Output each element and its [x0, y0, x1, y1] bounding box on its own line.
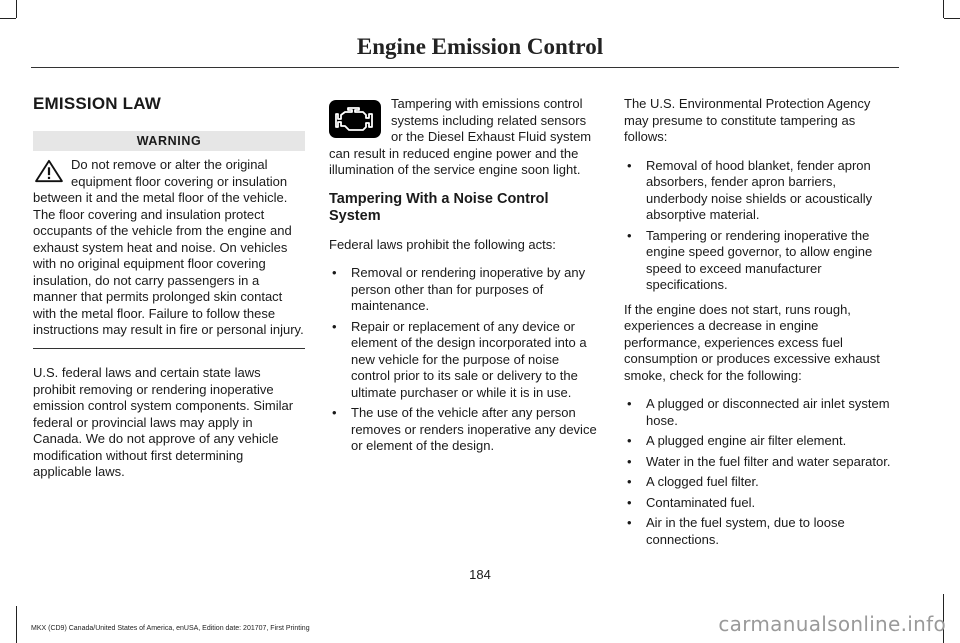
epa-lead: The U.S. Environmental Protection Agency may presume to constitute tampering as follows:: [624, 96, 871, 144]
list-item: • A clogged fuel filter.: [624, 474, 896, 491]
list-item: • A plugged engine air filter element.: [624, 433, 896, 450]
noise-control-heading: Tampering With a Noise Control System: [329, 190, 549, 224]
crop-mark: [16, 0, 17, 18]
page-title: Engine Emission Control: [356, 34, 604, 59]
list-item: • Repair or replacement of any device or element of the design incorporated into a new vehicle for the purpose of noise control prior to its sale or delivery to the ultimate purchaser or while it is in use.: [329, 319, 601, 402]
warning-banner: WARNING: [33, 131, 305, 152]
list-item: • Water in the fuel filter and water separator.: [624, 454, 896, 471]
federal-laws-lead: Federal laws prohibit the following acts:: [329, 236, 556, 252]
crop-mark: [16, 606, 17, 643]
list-item: • Removal of hood blanket, fender apron absorbers, fender apron barriers, underbody noise shields or acoustically absorptive material.: [624, 158, 896, 224]
crop-mark: [944, 18, 960, 19]
engine-check-lead: If the engine does not start, runs rough, experiences a decrease in engine performance, experiences excess fuel consumption or produces excessive exhaust smoke, check for the following:: [624, 301, 880, 383]
warning-block: [33, 157, 305, 339]
list-item: • Air in the fuel system, due to loose connections.: [624, 515, 896, 548]
engine-icon: [329, 100, 381, 138]
federal-laws-list: [329, 265, 601, 455]
list-item: • Removal or rendering inoperative by any person other than for purposes of maintenance.: [329, 265, 601, 315]
warning-text: Do not remove or alter the original equipment floor covering or insulation between it and the metal floor of the vehicle. The floor covering and insulation protect occupants of the vehicle from the engine and exhaust system heat and noise. On vehicles with no original equipment floor covering insulation, do not carry passengers in a manner that permits prolonged skin contact with the metal floor. Failure to follow these instructions may result in fire or personal injury.: [33, 157, 304, 337]
column-3: [624, 96, 896, 556]
section-heading: EMISSION LAW: [33, 94, 162, 113]
list-item: • A plugged or disconnected air inlet system hose.: [624, 396, 896, 429]
column-2: [329, 96, 601, 463]
check-engine-icon: [335, 105, 375, 133]
emission-law-paragraph: U.S. federal laws and certain state laws prohibit removing or rendering inoperative emission control system components. Similar federal or provincial laws may apply in Canada. We do not approve of any vehicle modification without first determining applicable laws.: [33, 365, 294, 479]
epa-tampering-list: [624, 158, 896, 294]
page-number: 184: [469, 567, 491, 582]
column-1: [33, 96, 305, 493]
header-divider: [31, 67, 899, 68]
list-item: • The use of the vehicle after any person removes or renders inoperative any device or element of the design.: [329, 405, 601, 455]
tampering-intro: Tampering with emissions control systems including related sensors or the Diesel Exhaust Fluid system can result in reduced engine power and the illumination of the service engine soon light.: [329, 96, 592, 177]
engine-check-list: [624, 396, 896, 548]
crop-mark: [943, 0, 944, 18]
warning-triangle-icon: [33, 159, 65, 183]
edition-footer: MKX (CD9) Canada/United States of America, enUSA, Edition date: 201707, First Printing: [31, 625, 310, 632]
crop-mark: [0, 18, 16, 19]
list-item: • Tampering or rendering inoperative the engine speed governor, to allow engine speed to exceed manufacturer specifications.: [624, 228, 896, 294]
warning-divider: [33, 348, 305, 350]
watermark: carmanualsonline.info: [718, 612, 946, 636]
list-item: • Contaminated fuel.: [624, 495, 896, 512]
